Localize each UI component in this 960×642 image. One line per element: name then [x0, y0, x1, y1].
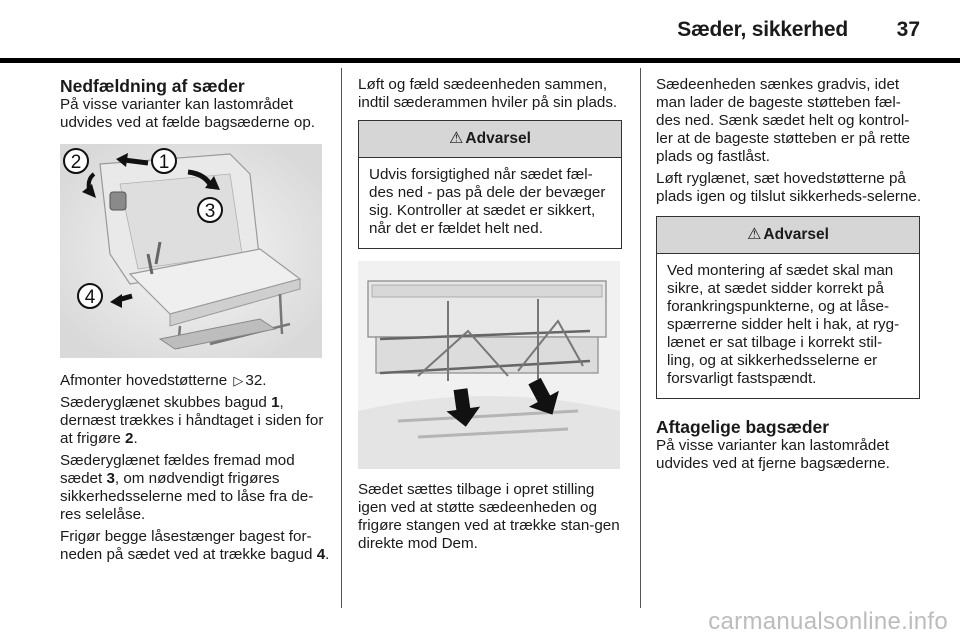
callout-4 — [78, 284, 102, 308]
svg-text:1: 1 — [158, 152, 170, 173]
lower-instruction: Sædeenheden sænkes gradvis, idet man lader de bageste støtteben fæl-des ned. Sænk sædet helt og kontrol-ler at de bageste støtteben er på rette plads og fastlåst. — [656, 76, 911, 165]
seat-frame-illustration — [358, 261, 620, 469]
warning-box — [656, 216, 920, 399]
header-rule — [0, 58, 960, 63]
svg-text:3: 3 — [204, 201, 216, 222]
column-3 — [656, 76, 922, 477]
warning-text: Udvis forsigtighed når sædet fæl-des ned - pas på dele der bevæger sig. Kontroller at sædet er sikkert, når det er fældet helt ned. — [369, 166, 606, 237]
column-1 — [60, 76, 330, 568]
warning-triangle-icon: ⚠ — [747, 226, 762, 243]
warning-triangle-icon: ⚠ — [449, 130, 464, 147]
restore-headrests-instruction: Løft ryglænet, sæt hovedstøtterne på plads igen og tilslut sikkerheds-selerne. — [656, 170, 922, 205]
page-header — [0, 0, 960, 56]
section-intro: På visse varianter kan lastområdet udvides ved at fælde bagsæderne op. — [60, 96, 315, 131]
instruction-3: Sæderyglænet fældes fremad mod sædet 3, om nødvendigt frigøres sikkerhedsselerne med to låse fra de-res selelåse. — [60, 452, 314, 523]
column-2 — [358, 76, 624, 557]
instruction-1: Afmonter hovedstøtterne ▷ 32. — [60, 372, 267, 389]
instruction-2: Sæderyglænet skubbes bagud 1, dernæst trækkes i håndtaget i siden for at frigøre 2. — [60, 394, 324, 447]
page-title: Sæder, sikkerhed — [677, 18, 848, 41]
warning-box — [358, 120, 622, 249]
callout-1 — [152, 149, 176, 173]
section-heading: Nedfældning af sæder — [60, 76, 245, 96]
instruction-4: Frigør begge låsestænger bagest for-neden på sædet ved at trække bagud 4. — [60, 528, 330, 563]
warning-text: Ved montering af sædet skal man sikre, at sædet sidder korrekt på forankringspunkterne, og at låse-spærrerne sidder helt i hak, at ryg-lænet er sat tilbage i korrekt stil-ling, og at sikkerhedsselerne er forsvarligt fastspændt. — [667, 262, 900, 387]
svg-text:2: 2 — [70, 152, 82, 173]
watermark: carmanualsonline.info — [708, 608, 948, 635]
seat-frame-illustration-svg — [358, 261, 620, 469]
seat-fold-illustration-svg — [60, 144, 322, 358]
restore-instruction: Sædet sættes tilbage i opret stilling igen ved at støtte sædeenheden og frigøre stangen ved at trække stan-gen direkte mod Dem. — [358, 481, 620, 552]
page-reference-arrow-icon: ▷ — [233, 373, 244, 388]
callout-2 — [64, 149, 88, 173]
warning-header: ⚠ Advarsel — [657, 217, 919, 254]
svg-text:4: 4 — [84, 287, 96, 308]
callout-3 — [198, 198, 222, 222]
warning-header: ⚠ Advarsel — [359, 121, 621, 158]
fold-instruction: Løft og fæld sædeenheden sammen, indtil sæderammen hviler på sin plads. — [358, 76, 618, 111]
column-divider — [341, 68, 342, 608]
seat-fold-illustration — [60, 144, 322, 358]
page-number: 37 — [896, 18, 920, 41]
column-divider — [640, 68, 641, 608]
section-heading: Aftagelige bagsæder — [656, 417, 830, 437]
section-intro: På visse varianter kan lastområdet udvides ved at fjerne bagsæderne. — [656, 437, 890, 472]
